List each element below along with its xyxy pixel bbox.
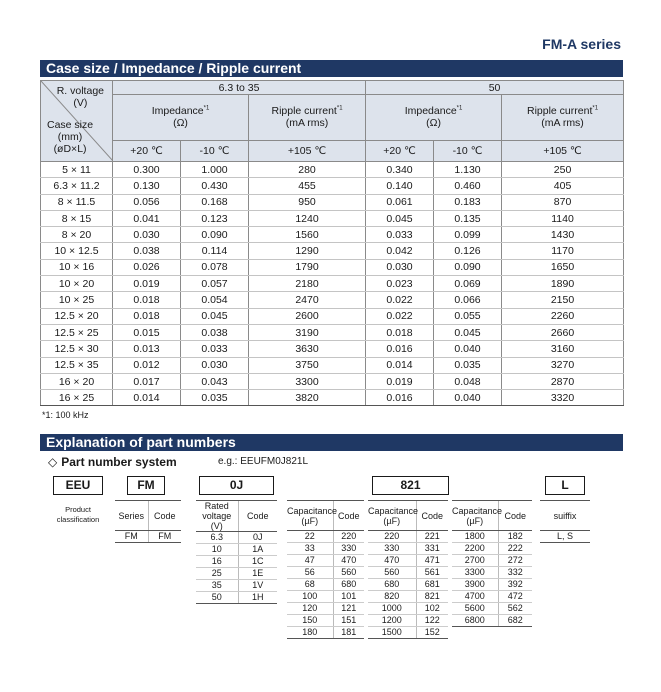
case-size-cell: 1430 bbox=[502, 227, 624, 243]
case-size-row bbox=[41, 357, 624, 373]
case-size-cell: 8 × 15 bbox=[41, 210, 113, 226]
case-size-cell: 0.055 bbox=[434, 308, 502, 324]
case-size-cell: 0.035 bbox=[434, 357, 502, 373]
case-size-cell: 0.430 bbox=[181, 178, 249, 194]
capacitance-code-row bbox=[287, 579, 364, 591]
capacitance-code-cell: 392 bbox=[498, 579, 532, 591]
code-box-eeu: EEU bbox=[53, 476, 103, 495]
case-size-cell: 1170 bbox=[502, 243, 624, 259]
code-box-0j: 0J bbox=[199, 476, 274, 495]
capacitance-code-row bbox=[287, 555, 364, 567]
case-size-cell: 0.057 bbox=[181, 276, 249, 292]
capacitance-code-cell: 470 bbox=[368, 555, 416, 567]
capacitance-code-cell: 470 bbox=[333, 555, 364, 567]
capacitance-code-cell: 2700 bbox=[452, 555, 498, 567]
voltage-code-table bbox=[196, 500, 277, 604]
case-size-cell: 0.033 bbox=[366, 227, 434, 243]
case-size-cell: 0.033 bbox=[181, 341, 249, 357]
case-size-cell: 12.5 × 20 bbox=[41, 308, 113, 324]
capacitance-code-cell: 101 bbox=[333, 591, 364, 603]
case-size-cell: 0.038 bbox=[181, 324, 249, 340]
temp-header: -10 ℃ bbox=[434, 140, 502, 161]
case-size-row bbox=[41, 276, 624, 292]
case-size-cell: 3190 bbox=[249, 324, 366, 340]
case-size-cell: 0.015 bbox=[113, 324, 181, 340]
capacitance-code-row bbox=[287, 591, 364, 603]
case-size-cell: 0.018 bbox=[366, 324, 434, 340]
case-size-cell: 0.013 bbox=[113, 341, 181, 357]
capacitance-code-cell: 330 bbox=[368, 543, 416, 555]
series-header: Series bbox=[115, 501, 148, 531]
case-size-cell: 1890 bbox=[502, 276, 624, 292]
case-size-cell: 0.135 bbox=[434, 210, 502, 226]
case-size-cell: 2260 bbox=[502, 308, 624, 324]
capacitance-code-cell: 181 bbox=[333, 627, 364, 639]
case-size-cell: 250 bbox=[502, 162, 624, 178]
capacitance-code-cell: 182 bbox=[498, 531, 532, 543]
case-size-cell: 10 × 16 bbox=[41, 259, 113, 275]
case-size-cell: 2870 bbox=[502, 373, 624, 389]
capacitance-code-cell: 120 bbox=[287, 603, 333, 615]
case-size-cell: 405 bbox=[502, 178, 624, 194]
capacitance-code-cell: 102 bbox=[416, 603, 448, 615]
voltage-code-cell: 10 bbox=[196, 544, 238, 556]
capacitance-code-cell: 680 bbox=[333, 579, 364, 591]
case-size-cell: 870 bbox=[502, 194, 624, 210]
capacitance-code-cell: 330 bbox=[333, 543, 364, 555]
voltage-group-header: 6.3 to 35 bbox=[113, 81, 366, 95]
case-size-cell: 6.3 × 11.2 bbox=[41, 178, 113, 194]
case-size-cell: 0.126 bbox=[434, 243, 502, 259]
case-size-cell: 0.019 bbox=[113, 276, 181, 292]
case-size-cell: 0.030 bbox=[113, 227, 181, 243]
capacitance-code-cell: 560 bbox=[333, 567, 364, 579]
case-size-cell: 0.140 bbox=[366, 178, 434, 194]
voltage-code-row bbox=[196, 592, 277, 604]
case-size-cell: 950 bbox=[249, 194, 366, 210]
case-size-cell: 0.340 bbox=[366, 162, 434, 178]
capacitance-code-row bbox=[368, 555, 448, 567]
case-size-cell: 0.061 bbox=[366, 194, 434, 210]
capacitance-code-row bbox=[287, 531, 364, 543]
case-size-cell: 0.114 bbox=[181, 243, 249, 259]
capacitance-code-row bbox=[287, 543, 364, 555]
case-size-cell: 0.016 bbox=[366, 390, 434, 406]
case-size-cell: 0.043 bbox=[181, 373, 249, 389]
case-size-cell: 0.045 bbox=[434, 324, 502, 340]
case-size-cell: 0.090 bbox=[181, 227, 249, 243]
case-size-cell: 0.300 bbox=[113, 162, 181, 178]
case-size-cell: 10 × 12.5 bbox=[41, 243, 113, 259]
capacitance-code-row bbox=[287, 627, 364, 639]
capacitance-code-row bbox=[287, 603, 364, 615]
voltage-code-cell: 50 bbox=[196, 592, 238, 604]
capacitance-header: Capacitance (µF) bbox=[368, 501, 416, 531]
ripple-header: Ripple current$^{*1}$ (mA rms) bbox=[249, 95, 366, 141]
capacitance-code-row bbox=[368, 627, 448, 639]
case-size-row bbox=[41, 162, 624, 178]
part-number-heading: ◇ Part number system bbox=[48, 455, 177, 469]
case-size-cell: 1240 bbox=[249, 210, 366, 226]
case-size-cell: 0.038 bbox=[113, 243, 181, 259]
case-size-cell: 16 × 20 bbox=[41, 373, 113, 389]
case-size-cell: 2150 bbox=[502, 292, 624, 308]
code-box-fm: FM bbox=[127, 476, 165, 495]
case-size-cell: 8 × 20 bbox=[41, 227, 113, 243]
case-size-cell: 0.014 bbox=[113, 390, 181, 406]
section-title-case-size: Case size / Impedance / Ripple current bbox=[40, 60, 623, 77]
case-size-cell: 0.041 bbox=[113, 210, 181, 226]
capacitance-code-row bbox=[368, 591, 448, 603]
capacitance-code-row bbox=[287, 615, 364, 627]
voltage-code-cell: 1E bbox=[238, 568, 277, 580]
capacitance-code-row bbox=[368, 543, 448, 555]
impedance-header: Impedance$^{*1}$ (Ω) bbox=[113, 95, 249, 141]
case-size-row bbox=[41, 308, 624, 324]
case-size-cell: 8 × 11.5 bbox=[41, 194, 113, 210]
case-size-cell: 0.056 bbox=[113, 194, 181, 210]
case-size-cell: 0.054 bbox=[181, 292, 249, 308]
case-size-cell: 10 × 20 bbox=[41, 276, 113, 292]
capacitance-code-cell: 47 bbox=[287, 555, 333, 567]
case-size-cell: 0.048 bbox=[434, 373, 502, 389]
temp-header: +105 ℃ bbox=[249, 140, 366, 161]
code-header: Code bbox=[333, 501, 364, 531]
temp-header: +20 ℃ bbox=[113, 140, 181, 161]
case-size-cell: 0.014 bbox=[366, 357, 434, 373]
case-size-cell: 0.030 bbox=[181, 357, 249, 373]
case-size-cell: 2180 bbox=[249, 276, 366, 292]
capacitance-code-cell: 220 bbox=[368, 531, 416, 543]
temp-header: +20 ℃ bbox=[366, 140, 434, 161]
rated-voltage-header: Rated voltage (V) bbox=[196, 501, 238, 532]
case-size-cell: 1.130 bbox=[434, 162, 502, 178]
capacitance-code-row bbox=[287, 567, 364, 579]
voltage-code-cell: 0J bbox=[238, 532, 277, 544]
capacitance-code-row bbox=[452, 579, 532, 591]
temp-header: +105 ℃ bbox=[502, 140, 624, 161]
case-size-cell: 0.022 bbox=[366, 308, 434, 324]
temp-header: -10 ℃ bbox=[181, 140, 249, 161]
case-size-cell: 0.018 bbox=[113, 292, 181, 308]
case-size-cell: 3160 bbox=[502, 341, 624, 357]
case-size-cell: 0.078 bbox=[181, 259, 249, 275]
case-size-cell: 3630 bbox=[249, 341, 366, 357]
code-header: Code bbox=[238, 501, 277, 532]
capacitance-code-table-1 bbox=[287, 500, 364, 639]
series-code-table bbox=[115, 500, 181, 543]
header-corner bbox=[41, 81, 113, 162]
capacitance-code-row bbox=[368, 531, 448, 543]
capacitance-code-row bbox=[368, 615, 448, 627]
capacitance-code-row bbox=[452, 531, 532, 543]
suffix-table bbox=[540, 500, 590, 543]
case-size-row bbox=[41, 194, 624, 210]
case-size-row bbox=[41, 259, 624, 275]
capacitance-code-cell: 22 bbox=[287, 531, 333, 543]
case-size-cell: 3270 bbox=[502, 357, 624, 373]
capacitance-code-row bbox=[452, 567, 532, 579]
case-size-cell: 0.069 bbox=[434, 276, 502, 292]
voltage-code-cell: 1V bbox=[238, 580, 277, 592]
code-header: Code bbox=[416, 501, 448, 531]
capacitance-code-cell: 3300 bbox=[452, 567, 498, 579]
capacitance-code-cell: 221 bbox=[416, 531, 448, 543]
footnote: *1: 100 kHz bbox=[42, 410, 89, 420]
case-size-cell: 2600 bbox=[249, 308, 366, 324]
impedance-header: Impedance$^{*1}$ (Ω) bbox=[366, 95, 502, 141]
capacitance-code-cell: 33 bbox=[287, 543, 333, 555]
case-size-cell: 0.040 bbox=[434, 341, 502, 357]
capacitance-code-cell: 331 bbox=[416, 543, 448, 555]
capacitance-code-cell: 222 bbox=[498, 543, 532, 555]
case-size-cell: 0.099 bbox=[434, 227, 502, 243]
capacitance-code-cell: 56 bbox=[287, 567, 333, 579]
capacitance-code-cell: 472 bbox=[498, 591, 532, 603]
capacitance-code-cell: 332 bbox=[498, 567, 532, 579]
capacitance-code-cell: 821 bbox=[416, 591, 448, 603]
case-size-cell: 0.090 bbox=[434, 259, 502, 275]
voltage-code-cell: 16 bbox=[196, 556, 238, 568]
case-size-cell: 280 bbox=[249, 162, 366, 178]
capacitance-code-cell: 562 bbox=[498, 603, 532, 615]
case-size-cell: 0.460 bbox=[434, 178, 502, 194]
voltage-code-cell: 35 bbox=[196, 580, 238, 592]
capacitance-header: Capacitance (µF) bbox=[452, 501, 498, 531]
capacitance-code-row bbox=[368, 579, 448, 591]
case-size-cell: 0.042 bbox=[366, 243, 434, 259]
capacitance-code-cell: 2200 bbox=[452, 543, 498, 555]
case-size-cell: 10 × 25 bbox=[41, 292, 113, 308]
suffix-header: suiffix bbox=[540, 501, 590, 531]
capacitance-code-cell: 180 bbox=[287, 627, 333, 639]
capacitance-code-cell: 682 bbox=[498, 615, 532, 627]
case-size-cell: 12.5 × 25 bbox=[41, 324, 113, 340]
capacitance-code-row bbox=[452, 615, 532, 627]
part-number-example: e.g.: EEUFM0J821L bbox=[218, 456, 309, 467]
section-title-part-numbers: Explanation of part numbers bbox=[40, 434, 623, 451]
voltage-code-row bbox=[196, 556, 277, 568]
capacitance-code-cell: 68 bbox=[287, 579, 333, 591]
capacitance-code-cell: 151 bbox=[333, 615, 364, 627]
capacitance-code-row bbox=[368, 603, 448, 615]
case-size-table bbox=[40, 80, 624, 406]
case-size-cell: 0.016 bbox=[366, 341, 434, 357]
case-size-row bbox=[41, 341, 624, 357]
case-size-cell: 455 bbox=[249, 178, 366, 194]
capacitance-code-cell: 272 bbox=[498, 555, 532, 567]
capacitance-code-cell: 471 bbox=[416, 555, 448, 567]
case-size-cell: 3320 bbox=[502, 390, 624, 406]
capacitance-code-cell: 3900 bbox=[452, 579, 498, 591]
series-cell: FM bbox=[115, 531, 148, 543]
series-title: FM-A series bbox=[542, 36, 621, 52]
capacitance-code-row bbox=[452, 543, 532, 555]
capacitance-code-cell: 4700 bbox=[452, 591, 498, 603]
code-cell: FM bbox=[148, 531, 181, 543]
ripple-header: Ripple current$^{*1}$ (mA rms) bbox=[502, 95, 624, 141]
capacitance-code-cell: 121 bbox=[333, 603, 364, 615]
capacitance-code-cell: 1500 bbox=[368, 627, 416, 639]
case-size-cell: 3300 bbox=[249, 373, 366, 389]
voltage-code-cell: 1A bbox=[238, 544, 277, 556]
capacitance-code-table-2 bbox=[368, 500, 448, 639]
case-size-cell: 1290 bbox=[249, 243, 366, 259]
voltage-code-row bbox=[196, 544, 277, 556]
capacitance-code-cell: 1200 bbox=[368, 615, 416, 627]
case-size-cell: 1790 bbox=[249, 259, 366, 275]
case-size-cell: 0.019 bbox=[366, 373, 434, 389]
case-size-cell: 0.066 bbox=[434, 292, 502, 308]
case-size-row bbox=[41, 373, 624, 389]
capacitance-code-cell: 681 bbox=[416, 579, 448, 591]
capacitance-code-cell: 561 bbox=[416, 567, 448, 579]
capacitance-code-cell: 122 bbox=[416, 615, 448, 627]
suffix-cell: L, S bbox=[540, 531, 590, 543]
voltage-group-header: 50 bbox=[366, 81, 624, 95]
case-size-cell: 0.045 bbox=[181, 308, 249, 324]
case-size-row bbox=[41, 227, 624, 243]
capacitance-code-cell: 220 bbox=[333, 531, 364, 543]
code-header: Code bbox=[148, 501, 181, 531]
case-size-cell: 12.5 × 30 bbox=[41, 341, 113, 357]
case-size-cell: 0.168 bbox=[181, 194, 249, 210]
case-size-cell: 12.5 × 35 bbox=[41, 357, 113, 373]
capacitance-code-cell: 5600 bbox=[452, 603, 498, 615]
code-header: Code bbox=[498, 501, 532, 531]
case-size-cell: 3750 bbox=[249, 357, 366, 373]
diamond-icon: ◇ bbox=[48, 455, 58, 469]
voltage-code-cell: 25 bbox=[196, 568, 238, 580]
capacitance-code-row bbox=[452, 603, 532, 615]
capacitance-code-cell: 152 bbox=[416, 627, 448, 639]
case-size-cell: 0.045 bbox=[366, 210, 434, 226]
capacitance-code-row bbox=[368, 567, 448, 579]
case-size-row bbox=[41, 390, 624, 406]
case-size-row bbox=[41, 324, 624, 340]
capacitance-code-cell: 680 bbox=[368, 579, 416, 591]
voltage-code-row bbox=[196, 568, 277, 580]
case-size-cell: 0.183 bbox=[434, 194, 502, 210]
case-size-cell: 0.130 bbox=[113, 178, 181, 194]
case-size-cell: 0.023 bbox=[366, 276, 434, 292]
code-box-821: 821 bbox=[372, 476, 449, 495]
voltage-code-cell: 1H bbox=[238, 592, 277, 604]
case-size-cell: 1.000 bbox=[181, 162, 249, 178]
case-size-cell: 5 × 11 bbox=[41, 162, 113, 178]
rvoltage-label: R. voltage (V) bbox=[56, 85, 104, 109]
capacitance-code-cell: 6800 bbox=[452, 615, 498, 627]
case-size-cell: 0.035 bbox=[181, 390, 249, 406]
capacitance-code-cell: 560 bbox=[368, 567, 416, 579]
capacitance-code-cell: 150 bbox=[287, 615, 333, 627]
product-classification-label: Product classification bbox=[56, 505, 100, 524]
case-size-cell: 1650 bbox=[502, 259, 624, 275]
capacitance-code-cell: 820 bbox=[368, 591, 416, 603]
voltage-code-cell: 6.3 bbox=[196, 532, 238, 544]
voltage-code-cell: 1C bbox=[238, 556, 277, 568]
code-box-l: L bbox=[545, 476, 585, 495]
case-size-cell: 2470 bbox=[249, 292, 366, 308]
case-size-cell: 2660 bbox=[502, 324, 624, 340]
case-size-cell: 1140 bbox=[502, 210, 624, 226]
capacitance-code-cell: 100 bbox=[287, 591, 333, 603]
case-size-row bbox=[41, 210, 624, 226]
capacitance-code-cell: 1800 bbox=[452, 531, 498, 543]
capacitance-header: Capacitance (µF) bbox=[287, 501, 333, 531]
voltage-code-row bbox=[196, 580, 277, 592]
capacitance-code-cell: 1000 bbox=[368, 603, 416, 615]
case-size-cell: 0.022 bbox=[366, 292, 434, 308]
case-size-cell: 0.018 bbox=[113, 308, 181, 324]
case-size-cell: 0.123 bbox=[181, 210, 249, 226]
case-size-cell: 1560 bbox=[249, 227, 366, 243]
voltage-code-row bbox=[196, 532, 277, 544]
case-size-cell: 16 × 25 bbox=[41, 390, 113, 406]
case-size-label: Case size (mm) (øD×L) bbox=[47, 119, 94, 155]
case-size-cell: 3820 bbox=[249, 390, 366, 406]
case-size-row bbox=[41, 178, 624, 194]
case-size-cell: 0.017 bbox=[113, 373, 181, 389]
capacitance-code-table-3 bbox=[452, 500, 532, 627]
case-size-cell: 0.026 bbox=[113, 259, 181, 275]
capacitance-code-row bbox=[452, 591, 532, 603]
capacitance-code-row bbox=[452, 555, 532, 567]
case-size-row bbox=[41, 243, 624, 259]
case-size-row bbox=[41, 292, 624, 308]
case-size-cell: 0.030 bbox=[366, 259, 434, 275]
case-size-cell: 0.040 bbox=[434, 390, 502, 406]
case-size-cell: 0.012 bbox=[113, 357, 181, 373]
